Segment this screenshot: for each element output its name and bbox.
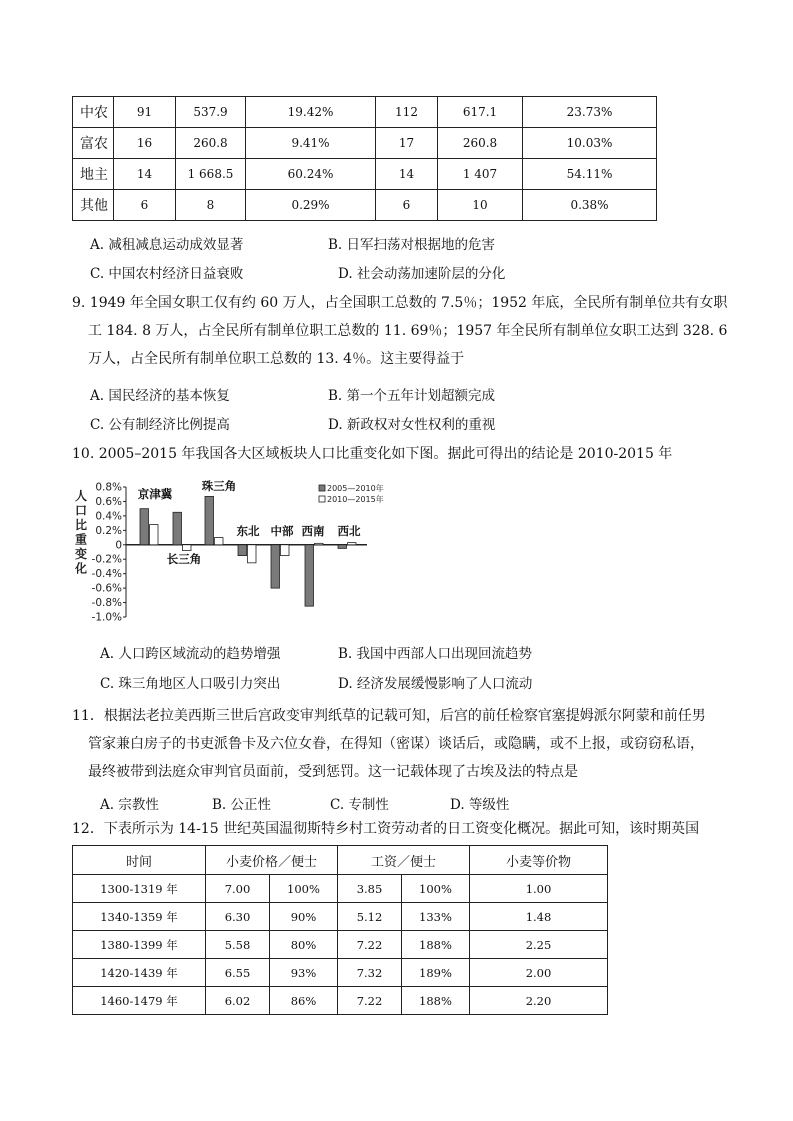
table-cell: 617.1 [438,97,523,128]
table-cell: 260.8 [438,128,523,159]
table-cell: 537.9 [176,97,246,128]
table-cell: 6.55 [206,959,270,987]
y-tick-label: 0.8% [95,481,122,494]
table-cell: 91 [114,97,176,128]
bar-2005-2010 [238,545,247,556]
y-axis-label-char: 变 [74,547,88,561]
y-tick-label: -0.8% [91,597,122,610]
table-cell: 3.85 [338,875,402,903]
y-axis-label-char: 口 [74,503,88,518]
wage-table [72,845,608,1015]
category-label: 珠三角 [201,479,237,493]
table-cell: 1300-1319 年 [73,875,206,903]
bar-2010-2015 [281,545,290,556]
q11-option-a[interactable]: A. 宗教性 [100,797,159,813]
table-cell: 10 [438,190,523,221]
table-row [73,128,657,159]
table-cell: 2.25 [470,931,608,959]
q11-option-c[interactable]: C. 专制性 [330,797,389,813]
table-cell: 1.48 [470,903,608,931]
table1-body [73,97,657,221]
table-cell: 富农 [73,128,114,159]
y-tick-label: 0.6% [95,495,122,508]
header-wheat-price: 小麦价格／便士 [206,846,338,875]
header-time: 时间 [73,846,206,875]
q9-option-c[interactable]: C. 公有制经济比例提高 [90,417,230,433]
population-change-chart [72,475,392,625]
q10-option-c[interactable]: C. 珠三角地区人口吸引力突出 [100,676,281,692]
q10-option-b[interactable]: B. 我国中西部人口出现回流趋势 [338,646,533,662]
table-row [73,159,657,190]
table-cell: 1420-1439 年 [73,959,206,987]
table-row [73,903,608,931]
table-cell: 7.00 [206,875,270,903]
table-cell: 1.00 [470,875,608,903]
table-cell: 6 [114,190,176,221]
bar-2005-2010 [173,512,182,545]
y-tick-label: 0 [115,539,122,552]
q8-option-b[interactable]: B. 日军扫荡对根据地的危害 [328,237,496,253]
table-cell: 1380-1399 年 [73,931,206,959]
table-row [73,190,657,221]
y-tick-label: 0.2% [95,524,122,537]
table-cell: 0.38% [523,190,657,221]
category-label: 西北 [337,524,361,538]
category-label: 中部 [270,524,294,538]
bar-2010-2015 [315,543,324,544]
table-cell: 112 [376,97,438,128]
header-wage: 工资／便士 [338,846,470,875]
table-cell: 6.02 [206,987,270,1015]
table-cell: 6 [376,190,438,221]
table-cell: 其他 [73,190,114,221]
table-cell: 189% [402,959,470,987]
q10-option-d[interactable]: D. 经济发展缓慢影响了人口流动 [338,676,533,692]
table-cell: 100% [402,875,470,903]
header-wheat-equivalent: 小麦等价物 [470,846,608,875]
q8-option-a[interactable]: A. 减租减息运动成效显著 [90,237,244,253]
table-cell: 0.29% [246,190,376,221]
table-cell: 7.32 [338,959,402,987]
q11-stem-line: 11．根据法老拉美西斯三世后宫政变审判纸草的记载可知，后宫的前任检察官塞提姆派尔阿蒙和前任男 [72,708,706,724]
category-label: 长三角 [166,552,202,566]
table-cell: 19.42% [246,97,376,128]
q9-stem [72,289,727,373]
table-row [73,931,608,959]
table-cell: 2.20 [470,987,608,1015]
table-cell: 54.11% [523,159,657,190]
q11-stem [72,702,706,786]
bar-2005-2010 [305,545,314,606]
bar-2010-2015 [183,545,192,551]
table-cell: 100% [270,875,338,903]
q11-option-d[interactable]: D. 等级性 [450,797,510,813]
q9-stem-line: 9. 1949 年全国女职工仅有约 60 万人，占全国职工总数的 7.5％；1952 年底，全民所有制单位共有女职 [72,295,728,311]
q9-option-a[interactable]: A. 国民经济的基本恢复 [90,388,230,404]
q9-stem-line: 万人，占全民所有制单位职工总数的 13. 4％。这主要得益于 [88,351,465,367]
bar-2010-2015 [150,525,159,545]
table-cell: 60.24% [246,159,376,190]
table2-body [73,875,608,1015]
legend-label: 2005—2010年 [327,484,384,493]
q11-option-b[interactable]: B. 公正性 [212,797,272,813]
q10-stem: 10. 2005–2015 年我国各大区域板块人口比重变化如下图。据此可得出的结论是 2010-2015 年 [72,446,673,462]
table-cell: 6.30 [206,903,270,931]
bar-2005-2010 [205,496,214,544]
y-tick-label: -0.2% [91,553,122,566]
q9-option-d[interactable]: D. 新政权对女性权利的重视 [328,417,496,433]
q11-stem-line: 管家兼白房子的书吏派鲁卡及六位女眷，在得知（密谋）谈话后，或隐瞒，或不上报，或窃窃私语， [88,736,704,752]
category-label: 东北 [236,524,260,538]
bar-2005-2010 [140,509,149,545]
table-cell: 1460-1479 年 [73,987,206,1015]
table-cell: 10.03% [523,128,657,159]
table-cell: 188% [402,987,470,1015]
table-cell: 93% [270,959,338,987]
table-row [73,97,657,128]
category-label: 西南 [301,524,325,538]
table-row [73,987,608,1015]
y-axis-label-char: 比 [74,518,88,532]
table-cell: 5.58 [206,931,270,959]
legend-label: 2010—2015年 [327,495,384,504]
legend-swatch [319,485,325,491]
table-cell: 16 [114,128,176,159]
y-tick-label: -0.6% [91,582,122,595]
table-cell: 14 [114,159,176,190]
q9-stem-line: 工 184. 8 万人，占全民所有制单位职工总数的 11. 69％；1957 年全民所有制单位女职工达到 328. 6 [88,323,728,339]
table-cell: 86% [270,987,338,1015]
y-tick-label: -0.4% [91,568,122,581]
q12-stem: 12．下表所示为 14-15 世纪英国温彻斯特乡村工资劳动者的日工资变化概况。据此可知，该时期英国 [72,821,700,837]
table-cell: 1 407 [438,159,523,190]
legend-swatch [319,496,325,502]
table-cell: 8 [176,190,246,221]
y-tick-label: -1.0% [91,611,122,624]
table-row [73,875,608,903]
q8-option-c[interactable]: C. 中国农村经济日益衰败 [90,266,244,282]
table-cell: 188% [402,931,470,959]
category-label: 京津冀 [137,487,173,501]
table-cell: 9.41% [246,128,376,159]
table-cell: 1340-1359 年 [73,903,206,931]
bar-2010-2015 [348,543,357,545]
table-cell: 90% [270,903,338,931]
q9-option-b[interactable]: B. 第一个五年计划超额完成 [328,388,496,404]
table-cell: 14 [376,159,438,190]
y-axis-label-char: 化 [74,561,88,576]
table-cell: 5.12 [338,903,402,931]
y-axis-label-char: 人 [74,489,88,503]
q8-option-d[interactable]: D. 社会动荡加速阶层的分化 [338,266,506,282]
bar-2005-2010 [338,545,347,549]
q11-stem-line: 最终被带到法庭众审判官员面前，受到惩罚。这一记载体现了古埃及法的特点是 [88,764,578,780]
table-cell: 23.73% [523,97,657,128]
table-cell: 260.8 [176,128,246,159]
land-distribution-table [72,96,657,221]
bar-2005-2010 [271,545,280,588]
bar-2010-2015 [215,538,224,545]
table-cell: 80% [270,931,338,959]
y-axis-label-char: 重 [74,532,88,547]
y-tick-label: 0.4% [95,510,122,523]
table-cell: 17 [376,128,438,159]
table-row [73,959,608,987]
table-cell: 1 668.5 [176,159,246,190]
table-cell: 7.22 [338,987,402,1015]
table-cell: 2.00 [470,959,608,987]
table-cell: 7.22 [338,931,402,959]
bar-2010-2015 [248,545,257,563]
table-cell: 地主 [73,159,114,190]
table-cell: 133% [402,903,470,931]
table-cell: 中农 [73,97,114,128]
q10-option-a[interactable]: A. 人口跨区域流动的趋势增强 [100,646,281,662]
